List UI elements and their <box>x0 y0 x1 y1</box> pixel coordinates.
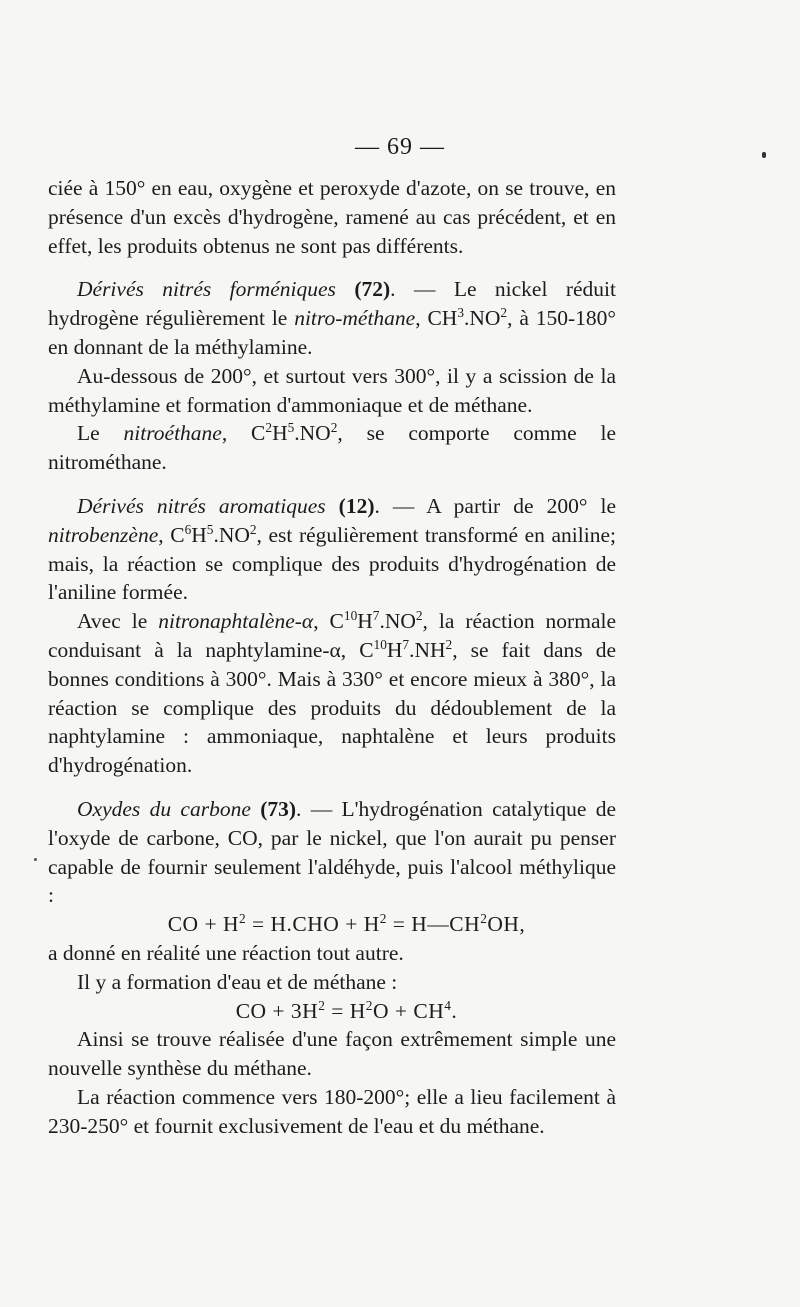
compound-name: nitroéthane <box>123 421 222 446</box>
text-run: = H.CHO + H <box>246 912 380 937</box>
text-run: . — Le nickel réduit hydrogène régulièrement le <box>48 277 617 331</box>
superscript: 2 <box>415 608 423 623</box>
text-run: .NO <box>294 421 331 446</box>
paragraph <box>48 607 616 780</box>
superscript: 2 <box>500 305 508 321</box>
superscript: 2 <box>265 420 273 436</box>
superscript: 2 <box>445 636 453 652</box>
text-run: H <box>386 637 403 662</box>
superscript: 4 <box>444 997 452 1013</box>
superscript: 2 <box>379 910 387 926</box>
paragraph: a donné en réalité une réaction tout autre. <box>48 940 404 965</box>
text-run: , se fait dans de bonnes conditions à 300°. Mais à 330° et encore mieux à 380°, la réaction se complique des produits du dédoublement de la naphtylamine : ammoniaque, naphtalène et leurs produits d'hydrogénation. <box>48 637 616 778</box>
text-run: = H <box>325 998 366 1023</box>
compound-name: nitro-méthane <box>294 306 416 331</box>
text-run: . — A partir de 200° le <box>374 493 616 518</box>
compound-name: nitronaphtalène-α <box>158 609 314 634</box>
ink-speck <box>762 152 766 158</box>
paragraph: ciée à 150° en eau, oxygène et peroxyde d'azote, on se trouve, en présence d'un excès d'hydrogène, ramené au cas précédent, et en effet, les produits obtenus ne sont pas différents. <box>48 176 616 258</box>
section-heading: Dérivés nitrés forméniques <box>77 277 336 302</box>
paragraph: Ainsi se trouve réalisée d'une façon extrêmement simple une nouvelle synthèse du méthane. <box>48 1027 616 1081</box>
text-run: , CH <box>415 306 458 331</box>
superscript: 2 <box>480 910 488 926</box>
superscript: 5 <box>287 420 295 436</box>
reference-number: (72) <box>354 277 391 302</box>
text-run: .NO <box>379 609 416 634</box>
text-run: H <box>357 609 373 634</box>
text-run: Avec le <box>77 609 159 634</box>
superscript: 7 <box>372 608 380 623</box>
text-run: Le <box>77 421 124 446</box>
superscript: 2 <box>365 997 373 1013</box>
section-heading: Oxydes du carbone <box>77 796 251 821</box>
superscript: 10 <box>373 636 387 652</box>
text-run: OH, <box>487 912 526 937</box>
text-run: CO + 3H <box>235 998 319 1023</box>
superscript: 2 <box>318 997 326 1013</box>
superscript: 5 <box>206 521 214 537</box>
section-heading: Dérivés nitrés aromatiques <box>77 493 326 518</box>
text-run: .NO <box>463 306 501 331</box>
text-run: = H—CH <box>386 912 481 937</box>
paragraph: La réaction commence vers 180-200°; elle a lieu facilement à 230-250° et fournit exclusivement de l'eau et du méthane. <box>48 1084 616 1138</box>
superscript: 7 <box>402 636 410 652</box>
text-run: , C <box>158 522 185 547</box>
reference-number: (12) <box>338 493 375 518</box>
body-text <box>48 174 616 1141</box>
text-run: , C <box>221 421 266 446</box>
paragraph <box>48 275 616 361</box>
superscript: 2 <box>330 420 338 436</box>
text-run: , à 150-180° en donnant de la méthylamine. <box>48 306 616 359</box>
text-run: .NH <box>409 637 446 662</box>
superscript: 3 <box>457 305 464 321</box>
page-number: — 69 — <box>355 134 445 160</box>
equation <box>48 910 616 939</box>
text-run: , se comporte comme le nitrométhane. <box>48 421 616 475</box>
paragraph <box>48 419 616 477</box>
text-run: O + CH <box>372 998 445 1023</box>
superscript: 2 <box>249 521 257 537</box>
paragraph <box>48 795 616 910</box>
superscript: 10 <box>343 608 358 623</box>
paragraph: Au-dessous de 200°, et surtout vers 300°, il y a scission de la méthylamine et formation d'ammoniaque et de méthane. <box>48 363 616 417</box>
text-run: H <box>191 522 207 547</box>
paragraph: Il y a formation d'eau et de méthane : <box>77 969 398 994</box>
text-run: . <box>451 998 458 1023</box>
text-run: H <box>272 421 288 446</box>
superscript: 6 <box>184 521 192 537</box>
compound-name: nitrobenzène <box>48 522 159 547</box>
superscript: 2 <box>238 910 247 926</box>
text-run: .NO <box>213 522 250 547</box>
paragraph <box>48 492 616 607</box>
reference-number: (73) <box>260 796 297 821</box>
text-run: CO + H <box>167 912 239 937</box>
ink-speck <box>34 858 37 861</box>
equation <box>48 997 616 1026</box>
text-run: , est régulièrement transformé en aniline; mais, la réaction se complique des produits d'hydrogénation de l'aniline formée. <box>48 522 616 605</box>
text-run: . — L'hydrogénation catalytique de l'oxyde de carbone, CO, par le nickel, que l'on aurait pu penser capable de fournir seulement l'aldéhyde, puis l'alcool méthylique : <box>48 796 616 908</box>
text-run: , la réaction normale conduisant à la naphtylamine-α, C <box>48 609 616 662</box>
text-run: , C <box>313 609 344 634</box>
